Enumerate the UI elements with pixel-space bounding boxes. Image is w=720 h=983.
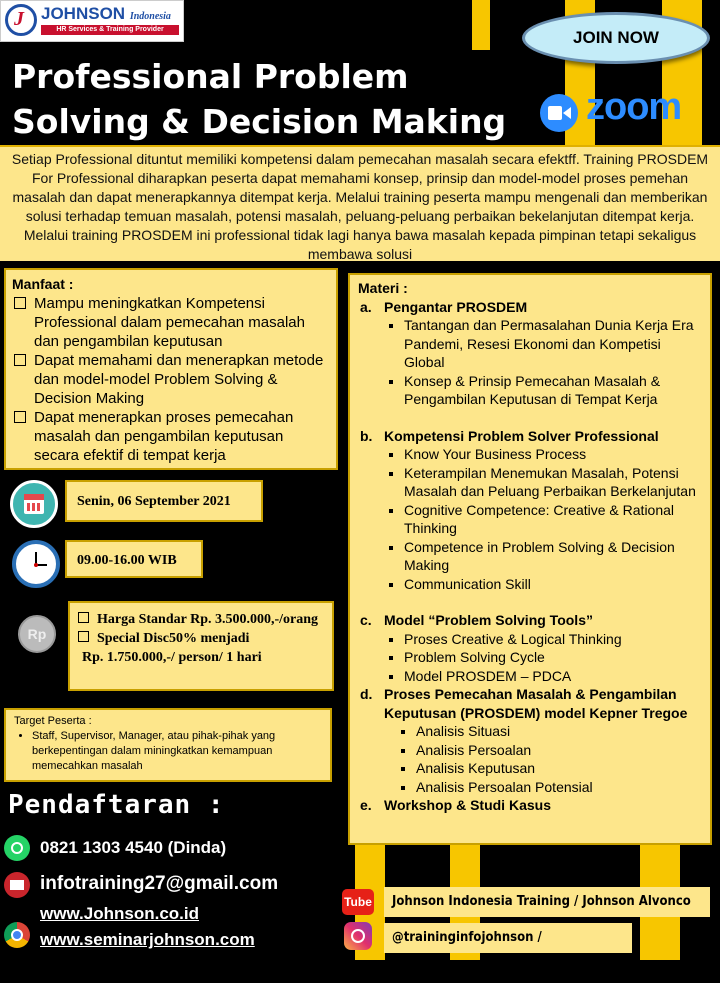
title-line-2: Solving & Decision Making xyxy=(12,102,507,141)
list-item: ▪ Konsep & Prinsip Pemecahan Masalah & Pengambilan Keputusan di Tempat Kerja xyxy=(404,372,700,409)
event-time: 09.00-16.00 WIB xyxy=(65,540,203,578)
logo-tagline: HR Services & Training Provider xyxy=(41,25,179,35)
price-discount: Special Disc50% menjadi xyxy=(97,631,250,646)
checkbox-icon xyxy=(14,354,26,366)
email-address[interactable]: infotraining27@gmail.com xyxy=(40,873,279,894)
price-box xyxy=(68,601,334,691)
list-item: ▪ Analisis Keputusan xyxy=(416,759,700,778)
benefit-item: Dapat menerapkan proses pemecahan masalah dan pengambilan keputusan secara efektif di tempat kerja xyxy=(12,408,328,465)
rupiah-icon: Rp xyxy=(18,615,56,653)
clock-icon xyxy=(12,540,60,588)
list-item: ▪ Analisis Persoalan xyxy=(416,741,700,760)
whatsapp-icon xyxy=(4,835,30,861)
logo-suffix: Indonesia xyxy=(129,11,171,22)
list-item: ▪ Analisis Situasi xyxy=(416,722,700,741)
curriculum-section: c. Model “Problem Solving Tools” xyxy=(360,612,593,628)
zoom-camera-icon xyxy=(540,94,578,132)
list-item: ▪ Cognitive Competence: Creative & Rational Thinking xyxy=(404,501,700,538)
zoom-logo xyxy=(540,86,720,134)
list-item: ▪ Keterampilan Menemukan Masalah, Potensi Masalah dan Peluang Perbaikan Berkelanjutan xyxy=(404,464,700,501)
checkbox-icon xyxy=(14,297,26,309)
curriculum-section: b. Kompetensi Problem Solver Professional xyxy=(360,427,659,444)
list-item: ▪ Communication Skill xyxy=(404,575,700,594)
email-icon xyxy=(4,872,30,898)
event-date: Senin, 06 September 2021 xyxy=(65,480,263,522)
target-box xyxy=(4,708,332,782)
curriculum-section: d. Proses Pemecahan Masalah & Pengambilan Keputusan (PROSDEM) model Kepner Tregoe xyxy=(360,686,688,721)
list-item: ▪ Proses Creative & Logical Thinking xyxy=(404,630,700,649)
curriculum-heading: Materi : xyxy=(358,280,408,296)
price-final: Rp. 1.750.000,-/ person/ 1 hari xyxy=(82,650,262,665)
page-title xyxy=(12,54,512,144)
target-heading: Target Peserta : xyxy=(14,715,92,727)
list-item: ▪ Tantangan dan Permasalahan Dunia Kerja Era Pandemi, Resesi Ekonomi dan Kompetisi Global xyxy=(404,316,700,372)
checkbox-icon xyxy=(78,631,89,642)
list-item: ▪ Problem Solving Cycle xyxy=(404,648,700,667)
logo-mark-icon: J xyxy=(5,4,37,36)
list-item: ▪ Competence in Problem Solving & Decision Making xyxy=(404,538,700,575)
instagram-account[interactable]: @traininginfojohnson / @dinda_ji2002 xyxy=(384,923,632,953)
benefit-item: Mampu meningkatkan Kompetensi Professional dalam pemecahan masalah dan pengambilan keputusan xyxy=(12,294,328,351)
target-item: • Staff, Supervisor, Manager, atau pihak-pihak yang berkepentingan dalam miningkatkan kemampuan memecahkan masalah xyxy=(32,729,322,774)
company-logo xyxy=(0,0,184,42)
title-line-1: Professional Problem xyxy=(12,57,409,96)
calendar-icon xyxy=(10,480,58,528)
decor-stripe xyxy=(472,0,490,50)
curriculum-section: e. Workshop & Studi Kasus xyxy=(360,797,551,813)
youtube-channel[interactable]: Johnson Indonesia Training / Johnson Alvonco xyxy=(384,887,710,917)
checkbox-icon xyxy=(14,411,26,423)
intro-paragraph: Setiap Professional dituntut memiliki kompetensi dalam pemecahan masalah secara efektff. Training PROSDEM For Professional diharapkan peserta dapat memahami konsep, prinsip dan model-model proses pemehan masalah dan dapat menerapkannya ditempat kerja. Melalui training peserta mampu mengenali dan memberikan solusi terhadap temuan masalah, potensi masalah, peluang-peluang perbaikan bekelanjutan ditempat kerja. Melalui training PROSDEM ini professional tidak lagi hanya bawa masalah kepada pimpinan tetapi sekaligus membawa solusi xyxy=(0,145,720,261)
website-link-2[interactable]: www.seminarjohnson.com xyxy=(40,930,255,949)
phone-number[interactable]: 0821 1303 4540 (Dinda) xyxy=(40,838,227,857)
chrome-icon xyxy=(4,922,30,948)
join-now-button[interactable]: JOIN NOW xyxy=(522,12,710,64)
logo-name: JOHNSON xyxy=(41,4,126,23)
checkbox-icon xyxy=(78,612,89,623)
instagram-icon xyxy=(344,922,372,950)
list-item: ▪ Analisis Persoalan Potensial xyxy=(416,778,700,797)
curriculum-section: a. Pengantar PROSDEM xyxy=(360,298,528,315)
zoom-wordmark: zoom xyxy=(586,86,682,128)
price-standard: Harga Standar Rp. 3.500.000,-/orang xyxy=(97,612,319,627)
registration-heading: Pendaftaran : xyxy=(8,790,225,820)
list-item: ▪ Know Your Business Process xyxy=(404,445,700,464)
website-link-1[interactable]: www.Johnson.co.id xyxy=(40,904,199,923)
curriculum-box xyxy=(348,273,712,845)
youtube-icon: Tube xyxy=(342,889,374,915)
benefits-box xyxy=(4,268,338,470)
list-item: ▪ Model PROSDEM – PDCA xyxy=(404,667,700,686)
benefit-item: Dapat memahami dan menerapkan metode dan model-model Problem Solving & Decision Making xyxy=(12,351,328,408)
benefits-heading: Manfaat : xyxy=(12,276,74,292)
